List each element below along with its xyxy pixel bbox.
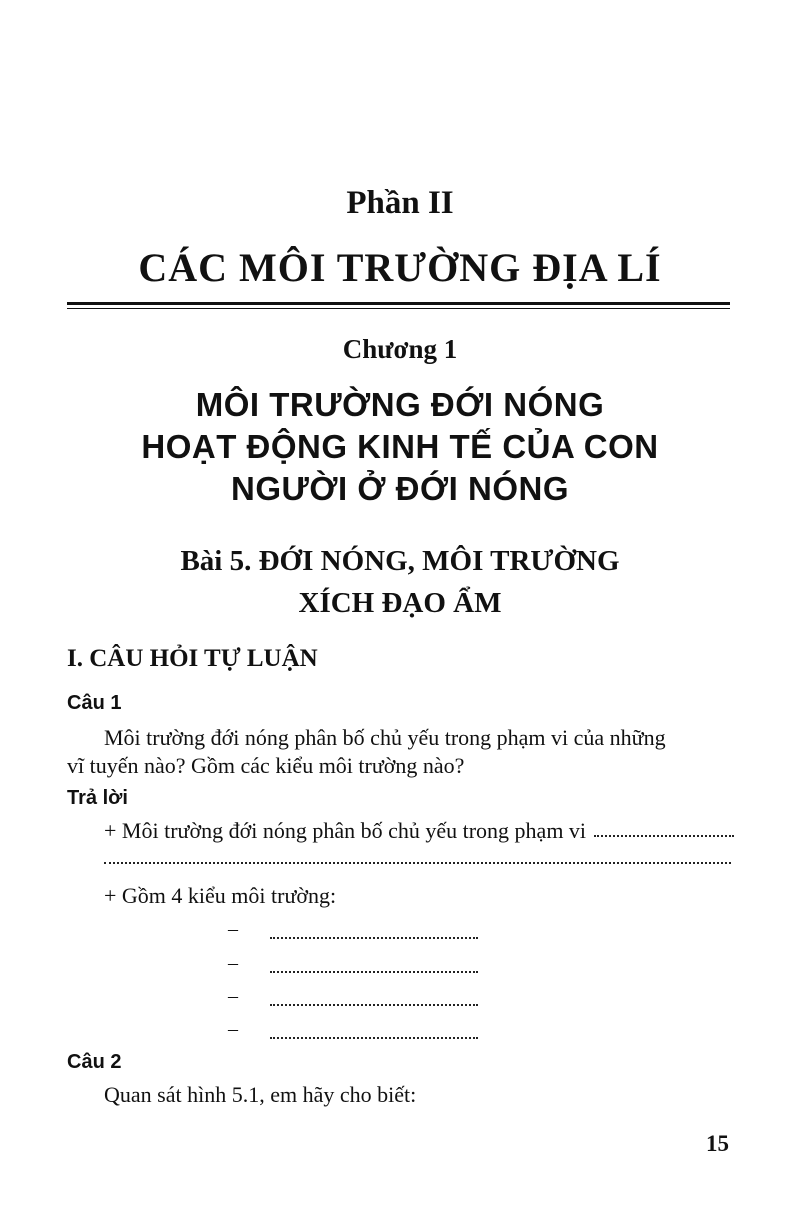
environment-type-blank <box>228 919 478 939</box>
question-2-label: Câu 2 <box>67 1051 122 1073</box>
environment-type-blank <box>228 1019 478 1039</box>
part-title: CÁC MÔI TRƯỜNG ĐỊA LÍ <box>138 245 662 290</box>
answer-label: Trả lời <box>67 787 128 809</box>
chapter-title-line: HOẠT ĐỘNG KINH TẾ CỦA CON <box>141 428 659 465</box>
question-1-text-line: Môi trường đới nóng phân bố chủ yếu trong phạm vi của những <box>104 725 666 750</box>
dash: – <box>228 985 238 1007</box>
environment-type-blank <box>228 953 478 973</box>
answer-line-types: + Gồm 4 kiểu môi trường: <box>104 883 337 908</box>
dash: – <box>228 918 238 940</box>
fill-in-blank <box>270 1025 478 1039</box>
section-heading: I. CÂU HỎI TỰ LUẬN <box>67 645 318 672</box>
page-number: 15 <box>706 1131 729 1156</box>
environment-type-blank <box>228 986 478 1006</box>
question-1-label: Câu 1 <box>67 692 122 714</box>
fill-in-blank <box>270 925 478 939</box>
fill-in-blank <box>104 862 731 864</box>
chapter-label: Chương 1 <box>342 334 458 364</box>
dash: – <box>228 1018 238 1040</box>
lesson-title <box>0 540 800 624</box>
lesson-title-line: Bài 5. ĐỚI NÓNG, MÔI TRƯỜNG <box>180 545 620 577</box>
question-2-text: Quan sát hình 5.1, em hãy cho biết: <box>104 1082 417 1107</box>
question-1-text-line: vĩ tuyến nào? Gồm các kiểu môi trường nào? <box>67 753 465 778</box>
fill-in-blank <box>594 817 734 837</box>
chapter-title-line: MÔI TRƯỜNG ĐỚI NÓNG <box>195 386 605 423</box>
lesson-title-line: XÍCH ĐẠO ẨM <box>298 587 502 619</box>
answer-line-distribution <box>104 817 734 845</box>
divider-thin <box>67 308 730 309</box>
fill-in-blank <box>270 959 478 973</box>
chapter-title <box>0 384 800 510</box>
dash: – <box>228 952 238 974</box>
divider-thick <box>67 302 730 305</box>
answer-line-text: + Môi trường đới nóng phân bố chủ yếu trong phạm vi <box>104 818 587 843</box>
chapter-title-line: NGƯỜI Ở ĐỚI NÓNG <box>231 470 569 507</box>
fill-in-blank <box>270 992 478 1006</box>
part-label: Phần II <box>346 185 454 221</box>
